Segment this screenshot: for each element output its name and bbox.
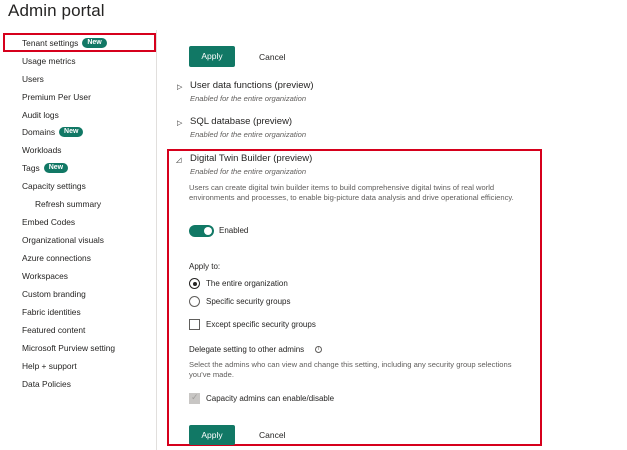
sidebar-item-label: Users — [22, 74, 44, 84]
except-groups-label[interactable]: Except specific security groups — [206, 320, 316, 329]
page-title: Admin portal — [8, 1, 105, 20]
setting-title-sql-database[interactable]: SQL database (preview) — [190, 116, 293, 127]
radio-label-specific-security-groups[interactable]: Specific security groups — [206, 297, 291, 306]
sidebar-item-label: Audit logs — [22, 110, 59, 120]
radio-entire-organization[interactable] — [189, 278, 200, 289]
sidebar-item-label: Help + support — [22, 361, 77, 371]
expand-arrow-icon[interactable]: ▷ — [177, 120, 183, 127]
capacity-admins-label[interactable]: Capacity admins can enable/disable — [206, 394, 335, 403]
toggle-label: Enabled — [219, 226, 249, 235]
sidebar-item-featured-content[interactable] — [22, 322, 85, 338]
setting-title-digital-twin-builder[interactable]: Digital Twin Builder (preview) — [190, 153, 313, 164]
info-icon[interactable]: i — [315, 346, 322, 353]
sidebar-item-label: Organizational visuals — [22, 235, 104, 245]
setting-subtitle: Enabled for the entire organization — [190, 130, 307, 139]
sidebar-item-refresh-summary[interactable] — [35, 196, 101, 212]
apply-to-label: Apply to: — [189, 262, 221, 271]
sidebar-item-label: Data Policies — [22, 379, 71, 389]
sidebar-item-domains[interactable] — [22, 124, 83, 140]
delegate-description: Select the admins who can view and change this setting, including any security group selections you've made. — [189, 360, 512, 379]
collapse-arrow-icon[interactable]: ◿ — [176, 157, 182, 164]
sidebar-item-tenant-settings[interactable] — [22, 35, 107, 51]
setting-subtitle: Enabled for the entire organization — [190, 94, 307, 103]
setting-description: Users can create digital twin builder items to build comprehensive digital twins of real world environments and processes, to enable big-picture data analysis and drive operational efficiency. — [189, 183, 514, 202]
sidebar-item-label: Usage metrics — [22, 56, 76, 66]
sidebar-item-organizational-visuals[interactable] — [22, 232, 104, 248]
sidebar-item-label: Tenant settings — [22, 38, 79, 48]
capacity-admins-checkbox[interactable] — [189, 393, 200, 404]
sidebar-item-audit-logs[interactable] — [22, 107, 59, 123]
expand-arrow-icon[interactable]: ▷ — [177, 84, 183, 91]
sidebar-item-label: Workloads — [22, 145, 62, 155]
sidebar-item-label: Fabric identities — [22, 307, 81, 317]
except-groups-checkbox[interactable] — [189, 319, 200, 330]
radio-specific-security-groups[interactable] — [189, 296, 200, 307]
delegate-label: Delegate setting to other admins — [189, 345, 305, 354]
sidebar-item-tags[interactable] — [22, 160, 68, 176]
sidebar-item-purview-setting[interactable] — [22, 340, 115, 356]
panel-apply-button[interactable]: Apply — [189, 425, 235, 445]
sidebar-item-label: Refresh summary — [35, 199, 102, 209]
sidebar-item-label: Domains — [22, 127, 56, 137]
sidebar-item-usage-metrics[interactable] — [22, 53, 76, 69]
sidebar-item-help-support[interactable] — [22, 358, 77, 374]
panel-cancel-button[interactable]: Cancel — [259, 430, 286, 440]
sidebar-item-embed-codes[interactable] — [22, 214, 75, 230]
sidebar-item-workloads[interactable] — [22, 142, 61, 158]
new-badge: New — [82, 38, 106, 48]
sidebar-item-label: Azure connections — [22, 253, 91, 263]
sidebar-item-workspaces[interactable] — [22, 268, 68, 284]
sidebar-item-premium-per-user[interactable] — [22, 89, 91, 105]
sidebar-item-azure-connections[interactable] — [22, 250, 91, 266]
sidebar-item-label: Embed Codes — [22, 217, 76, 227]
sidebar-item-label: Premium Per User — [22, 92, 91, 102]
sidebar-item-label: Microsoft Purview setting — [22, 343, 116, 353]
sidebar-item-users[interactable] — [22, 71, 44, 87]
setting-title-user-data-functions[interactable]: User data functions (preview) — [190, 80, 314, 91]
toggle-knob — [204, 227, 212, 235]
new-badge: New — [59, 127, 83, 137]
sidebar-item-label: Custom branding — [22, 289, 86, 299]
sidebar-item-custom-branding[interactable] — [22, 286, 86, 302]
sidebar-item-fabric-identities[interactable] — [22, 304, 81, 320]
sidebar-item-label: Tags — [22, 163, 40, 173]
setting-subtitle: Enabled for the entire organization — [190, 167, 307, 176]
sidebar — [0, 30, 157, 450]
cancel-button[interactable]: Cancel — [259, 52, 286, 62]
new-badge: New — [44, 163, 68, 173]
sidebar-item-data-policies[interactable] — [22, 376, 71, 392]
sidebar-item-label: Featured content — [22, 325, 86, 335]
sidebar-item-label: Capacity settings — [22, 181, 86, 191]
enabled-toggle[interactable] — [189, 225, 214, 237]
sidebar-item-capacity-settings[interactable] — [22, 178, 86, 194]
radio-label-entire-organization[interactable]: The entire organization — [206, 279, 288, 288]
sidebar-item-label: Workspaces — [22, 271, 68, 281]
apply-button[interactable]: Apply — [189, 46, 235, 67]
